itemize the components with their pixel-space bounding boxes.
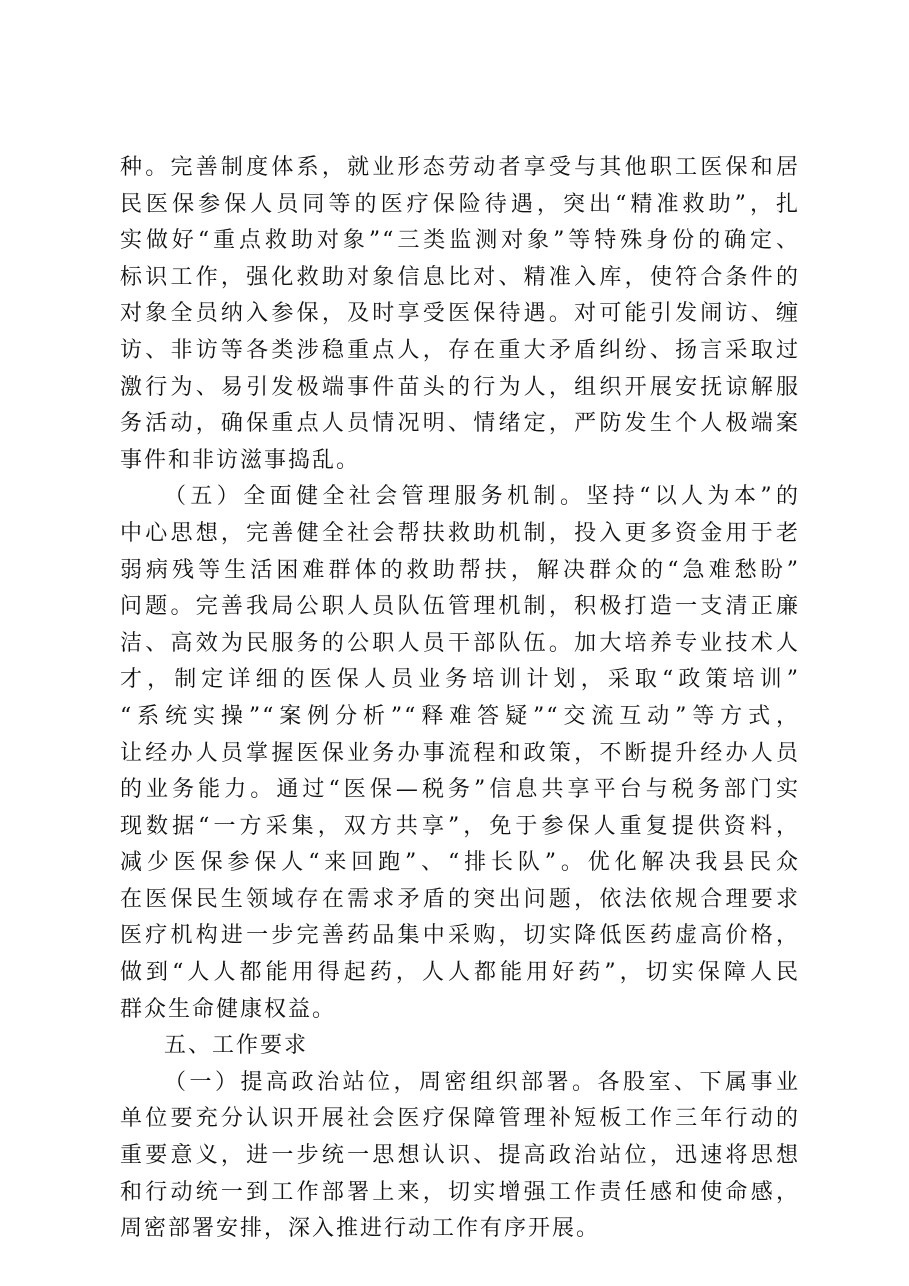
text-line: 和行动统一到工作部署上来，切实增强工作责任感和使命感， [120, 1179, 800, 1205]
text-line: 事件和非访滋事捣乱。 [120, 447, 361, 473]
text-line: 做到“人人都能用得起药，人人都能用好药”，切实保障人民 [120, 960, 800, 986]
text-line: 激行为、易引发极端事件苗头的行为人，组织开展安抚谅解服 [120, 374, 800, 400]
text-line: 实做好“重点救助对象”“三类监测对象”等特殊身份的确定、 [120, 228, 800, 254]
text-line: 医疗机构进一步完善药品集中采购，切实降低医药虚高价格， [120, 923, 800, 949]
text-line: 洁、高效为民服务的公职人员干部队伍。加大培养专业技术人 [120, 630, 800, 656]
text-line: 对象全员纳入参保，及时享受医保待遇。对可能引发闹访、缠 [120, 301, 800, 327]
text-line: 单位要充分认识开展社会医疗保障管理补短板工作三年行动的 [120, 1106, 800, 1132]
text-line: 现数据“一方采集，双方共享”，免于参保人重复提供资料， [120, 813, 800, 839]
text-line: 种。完善制度体系，就业形态劳动者享受与其他职工医保和居 [120, 155, 800, 180]
paragraph-start-line: （五）全面健全社会管理服务机制。坚持“以人为本”的 [164, 484, 800, 510]
text-line: 弱病残等生活困难群体的救助帮扶，解决群众的“急难愁盼” [120, 557, 800, 583]
text-line: 访、非访等各类涉稳重点人，存在重大矛盾纠纷、扬言采取过 [120, 337, 800, 363]
text-line: 民医保参保人员同等的医疗保险待遇，突出“精准救助”，扎 [120, 191, 800, 217]
text-line: 中心思想，完善健全社会帮扶救助机制，投入更多资金用于老 [120, 520, 800, 546]
text-line: 才，制定详细的医保人员业务培训计划，采取“政策培训” [120, 667, 800, 693]
text-line: 群众生命健康权益。 [120, 996, 337, 1022]
body-text [120, 150, 800, 1248]
text-line: 让经办人员掌握医保业务办事流程和政策，不断提升经办人员 [120, 740, 800, 766]
section-heading: 五、工作要求 [164, 1033, 309, 1059]
text-line: 减少医保参保人“来回跑”、“排长队”。优化解决我县民众 [120, 850, 800, 876]
text-line: 的业务能力。通过“医保—税务”信息共享平台与税务部门实 [120, 777, 800, 803]
text-line: 周密部署安排，深入推进行动工作有序开展。 [120, 1216, 601, 1242]
text-line: 在医保民生领域存在需求矛盾的突出问题，依法依规合理要求 [120, 886, 800, 912]
text-line: 重要意义，进一步统一思想认识、提高政治站位，迅速将思想 [120, 1143, 800, 1169]
text-line: “系统实操”“案例分析”“释难答疑”“交流互动”等方式， [120, 703, 800, 729]
paragraph-start-line: （一）提高政治站位，周密组织部署。各股室、下属事业 [164, 1069, 800, 1095]
text-line: 问题。完善我局公职人员队伍管理机制，积极打造一支清正廉 [120, 594, 800, 620]
text-line: 务活动，确保重点人员情况明、情绪定，严防发生个人极端案 [120, 411, 800, 437]
text-line: 标识工作，强化救助对象信息比对、精准入库，使符合条件的 [120, 264, 800, 290]
